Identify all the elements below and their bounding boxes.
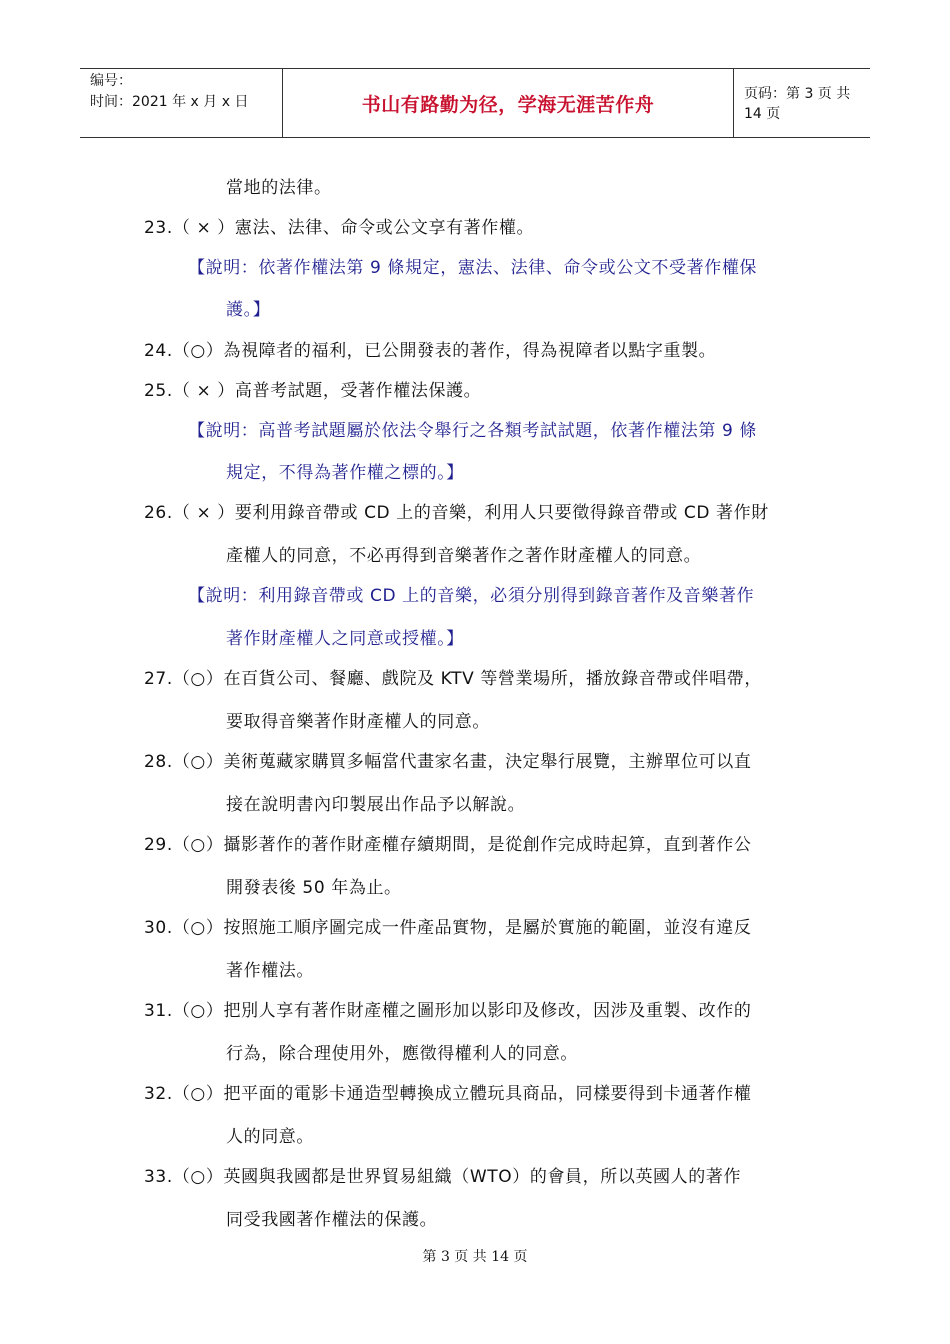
question-26-cont: 產權人的同意，不必再得到音樂著作之著作財產權人的同意。	[226, 546, 702, 566]
question-31-cont: 行為，除合理使用外，應徵得權利人的同意。	[226, 1044, 578, 1064]
question-28-cont: 接在說明書內印製展出作品予以解說。	[226, 795, 526, 815]
explanation-25-cont: 規定，不得為著作權之標的。】	[226, 463, 464, 483]
question-31: 31.（○）把別人享有著作財產權之圖形加以影印及修改，因涉及重製、改作的	[144, 1001, 752, 1021]
text-line: 當地的法律。	[226, 178, 332, 198]
question-32: 32.（○）把平面的電影卡通造型轉換成立體玩具商品，同樣要得到卡通著作權	[144, 1084, 752, 1104]
question-33-cont: 同受我國著作權法的保護。	[226, 1210, 438, 1230]
question-30: 30.（○）按照施工順序圖完成一件產品實物，是屬於實施的範圍，並沒有違反	[144, 918, 752, 938]
explanation-26: 【說明：利用錄音帶或 CD 上的音樂，必須分別得到錄音著作及音樂著作	[188, 586, 755, 606]
question-33: 33.（○）英國與我國都是世界貿易組織（WTO）的會員，所以英國人的著作	[144, 1167, 742, 1187]
question-30-cont: 著作權法。	[226, 961, 314, 981]
explanation-23: 【說明：依著作權法第 9 條規定，憲法、法律、命令或公文不受著作權保	[188, 258, 758, 278]
question-29-cont: 開發表後 50 年為止。	[226, 878, 402, 898]
header-motto-cell	[282, 69, 734, 137]
question-27-cont: 要取得音樂著作財產權人的同意。	[226, 712, 490, 732]
header-motto: 书山有路勤为径，学海无涯苦作舟	[361, 93, 655, 116]
question-29: 29.（○）攝影著作的著作財產權存續期間，是從創作完成時起算，直到著作公	[144, 835, 752, 855]
explanation-26-cont: 著作財產權人之同意或授權。】	[226, 629, 464, 649]
question-27: 27.（○）在百貨公司、餐廳、戲院及 KTV 等營業場所，播放錄音帶或伴唱帶，	[144, 669, 762, 689]
question-24: 24.（○）為視障者的福利，已公開發表的著作，得為視障者以點字重製。	[144, 341, 717, 361]
question-28: 28.（○）美術蒐藏家購買多幅當代畫家名畫，決定舉行展覽，主辦單位可以直	[144, 752, 752, 772]
number-label: 编号：	[90, 73, 132, 89]
question-23: 23.（ × ）憲法、法律、命令或公文享有著作權。	[144, 218, 535, 238]
header-meta	[80, 69, 282, 137]
explanation-25: 【說明：高普考試題屬於依法令舉行之各類考試試題，依著作權法第 9 條	[188, 421, 758, 441]
question-25: 25.（ × ）高普考試題，受著作權法保護。	[144, 381, 482, 401]
question-26: 26.（ × ）要利用錄音帶或 CD 上的音樂，利用人只要徵得錄音帶或 CD 著作財	[144, 503, 769, 523]
explanation-23-cont: 護。】	[226, 300, 271, 320]
header-page-info: 页码：第 3 页 共 14 页	[744, 86, 851, 122]
page-header	[80, 68, 870, 138]
question-32-cont: 人的同意。	[226, 1127, 314, 1147]
time-label: 时间：2021 年 x 月 x 日	[90, 94, 249, 110]
page-footer: 第 3 页 共 14 页	[422, 1249, 528, 1265]
